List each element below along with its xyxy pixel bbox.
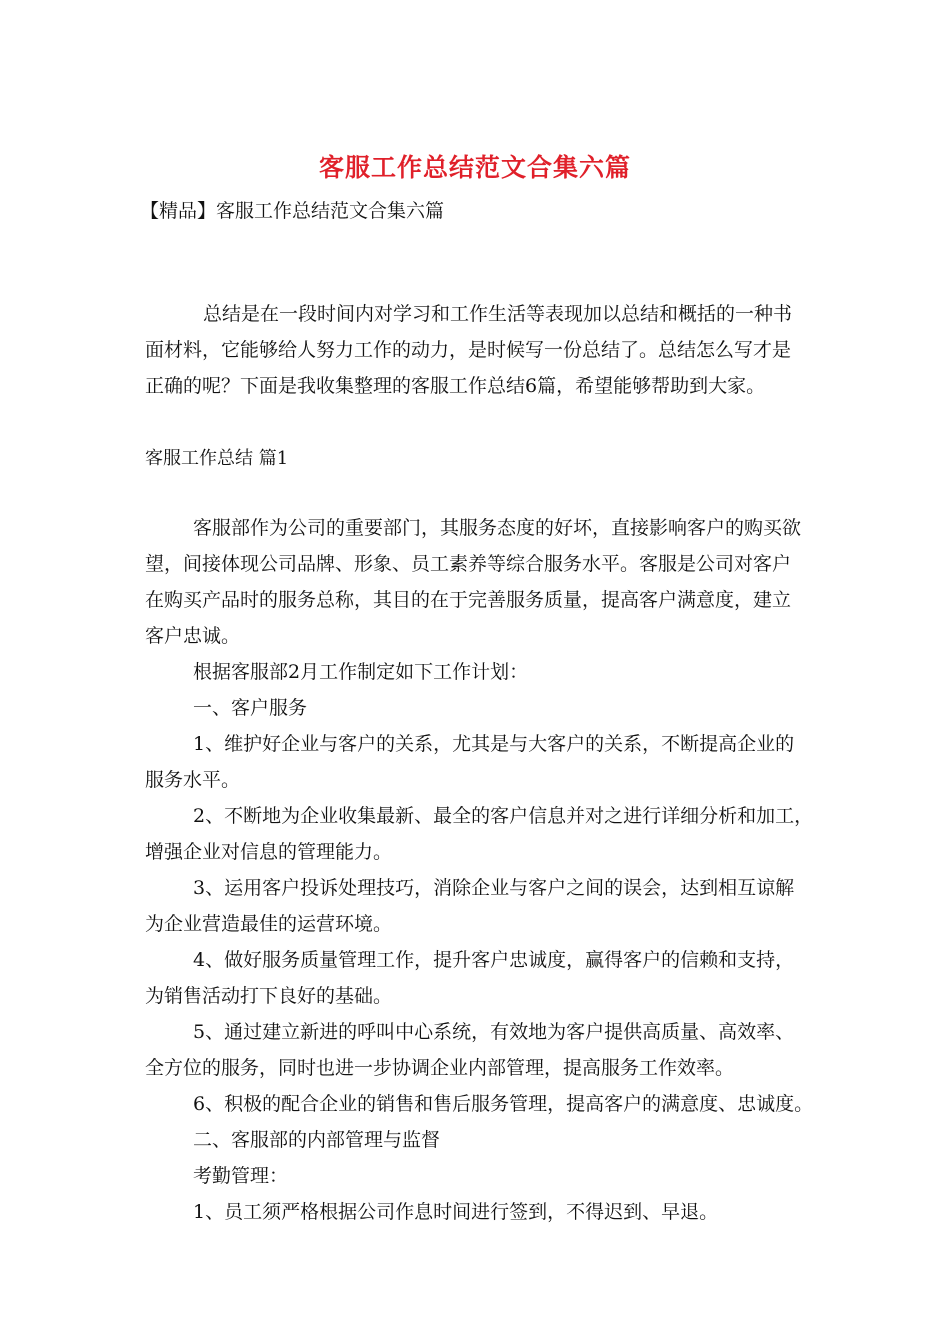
intro-line: 总结是在一段时间内对学习和工作生活等表现加以总结和概括的一种书	[203, 303, 793, 325]
body-line: 为销售活动打下良好的基础。	[145, 985, 393, 1007]
body-line: 根据客服部2月工作制定如下工作计划：	[193, 661, 529, 683]
section-heading: 客服工作总结 篇1	[145, 448, 289, 469]
intro-paragraph	[145, 296, 813, 404]
body-line: 为企业营造最佳的运营环境。	[145, 913, 393, 935]
body-line: 考勤管理：	[193, 1165, 289, 1187]
section1-paragraph	[145, 510, 813, 654]
body-line: 1、维护好企业与客户的关系，尤其是与大客户的关系，不断提高企业的	[193, 733, 795, 755]
paragraph-line: 客户忠诚。	[145, 625, 241, 647]
body-line: 6、积极的配合企业的销售和售后服务管理，提高客户的满意度、忠诚度。	[193, 1093, 814, 1115]
work-plan-body	[145, 654, 825, 1230]
body-line: 一、客户服务	[193, 697, 308, 719]
body-line: 1、员工须严格根据公司作息时间进行签到，不得迟到、早退。	[193, 1201, 719, 1223]
body-line: 4、做好服务质量管理工作，提升客户忠诚度，赢得客户的信赖和支持，	[193, 949, 795, 971]
paragraph-line: 在购买产品时的服务总称，其目的在于完善服务质量，提高客户满意度，建立	[145, 589, 792, 611]
body-line: 增强企业对信息的管理能力。	[145, 841, 393, 863]
body-line: 3、运用客户投诉处理技巧，消除企业与客户之间的误会，达到相互谅解	[193, 877, 795, 899]
paragraph-line: 望，间接体现公司品牌、形象、员工素养等综合服务水平。客服是公司对客户	[145, 553, 792, 575]
document-subtitle: 【精品】客服工作总结范文合集六篇	[140, 200, 445, 222]
intro-line: 面材料，它能够给人努力工作的动力，是时候写一份总结了。总结怎么写才是	[145, 339, 792, 361]
paragraph-line: 客服部作为公司的重要部门，其服务态度的好坏，直接影响客户的购买欲	[193, 517, 802, 539]
intro-line: 正确的呢？下面是我收集整理的客服工作总结6篇，希望能够帮助到大家。	[145, 375, 766, 397]
body-line: 5、通过建立新进的呼叫中心系统，有效地为客户提供高质量、高效率、	[193, 1021, 795, 1043]
body-line: 2、不断地为企业收集最新、最全的客户信息并对之进行详细分析和加工，	[193, 805, 814, 827]
body-line: 全方位的服务，同时也进一步协调企业内部管理，提高服务工作效率。	[145, 1057, 735, 1079]
body-line: 二、客服部的内部管理与监督	[193, 1129, 441, 1151]
body-line: 服务水平。	[145, 769, 241, 791]
document-title: 客服工作总结范文合集六篇	[318, 153, 631, 182]
